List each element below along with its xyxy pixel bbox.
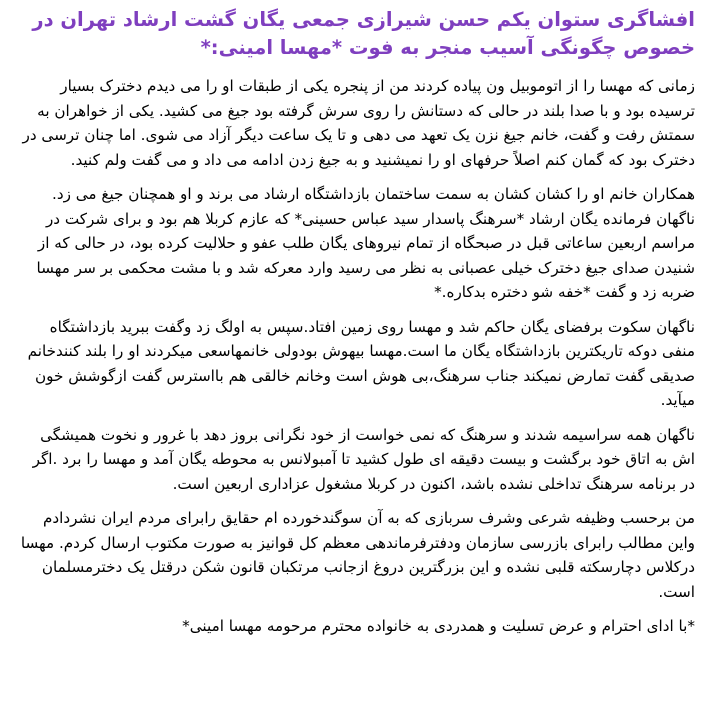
paragraph-5: من برحسب وظیفه شرعی وشرف سربازی که به آن سوگندخورده ام حقایق رابرای مردم ایران نشردادم واین مطالب رابرای بازرسی سازمان ودفترفرماندهی معظم کل قوانیز به صورت مکتوب ارسال کردم. مهسا درکلاس دچارسکته قلبی نشده و این بزرگترین دروغ ازجانب مرتکبان قانون شکن درقتل یک دخترمسلمان است. [20, 509, 695, 601]
paragraph-2: همکاران خانم او را کشان کشان به سمت ساختمان بازداشتگاه ارشاد می برند و او همچنان جیغ می زد. ناگهان فرمانده یگان ارشاد *سرهنگ پاسدار سید عباس حسینی* که عازم کربلا هم بود و برای شرکت در مراسم اربعین ساعاتی قبل در صبحگاه از تمام نیروهای یگان طلب عفو و حلالیت کرده بود، در حالی که از شنیدن صدای جیغ دخترک خیلی عصبانی به نظر می رسید وارد معرکه شد و با مشت محکمی بر سر مهسا ضربه زد و گفت *خفه شو دختره بدکاره.* [36, 185, 695, 301]
paragraph-1: زمانی که مهسا را از اتوموبیل ون پیاده کردند من از پنجره یکی از طبقات او را می دیدم دخترک بسیار ترسیده بود و با صدا بلند در حالی که دستانش را روی سرش گرفته بود جیغ می کشید. یکی از خواهران به سمتش رفت و گفت، خانم جیغ نزن یک تعهد می دهی و تا یک ساعت دیگر آزاد می شوی. اما چنان ترسی در دخترک بود که گمان کنم اصلاً حرفهای او را نمیشنید و به جیغ زدن ادامه می داد و می گفت ولم کنید. [22, 77, 695, 169]
paragraph-4: ناگهان همه سراسیمه شدند و سرهنگ که نمی خواست از خود نگرانی بروز دهد با غرور و نخوت همیشگی اش به اتاق خود برگشت و بیست دقیقه ای طول کشید تا آمبولانس به محوطه یگان آمد و مهسا را برد .اگر در برنامه سرهنگ تداخلی نشده باشد، اکنون در کربلا مشغول عزاداری اربعین است. [32, 425, 695, 493]
closing-line: *با ادای احترام و عرض تسلیت و همدردی به خانواده محترم مرحومه مهسا امینی* [182, 617, 695, 635]
paragraph-3: ناگهان سکوت برفضای یگان حاکم شد و مهسا روی زمین افتاد.سپس به اولگ زد وگفت ببرید بازداشتگاه منفی دوکه تاریکترین بازداشتگاه یگان ما است.مهسا بیهوش بودولی خانمهاسعی میکردند او را بلند کنندخانم صدیقی گفت تمارض نمیکند جناب سرهنگ،بی هوش است وخانم خالقی هم بااسترس گفت ازگوشش خون میآید. [27, 317, 695, 409]
document-title: افشاگری ستوان یکم حسن شیرازی جمعی یگان گشت ارشاد تهران در خصوص چگونگی آسیب منجر به فوت *مهسا امینی:* [32, 8, 695, 59]
